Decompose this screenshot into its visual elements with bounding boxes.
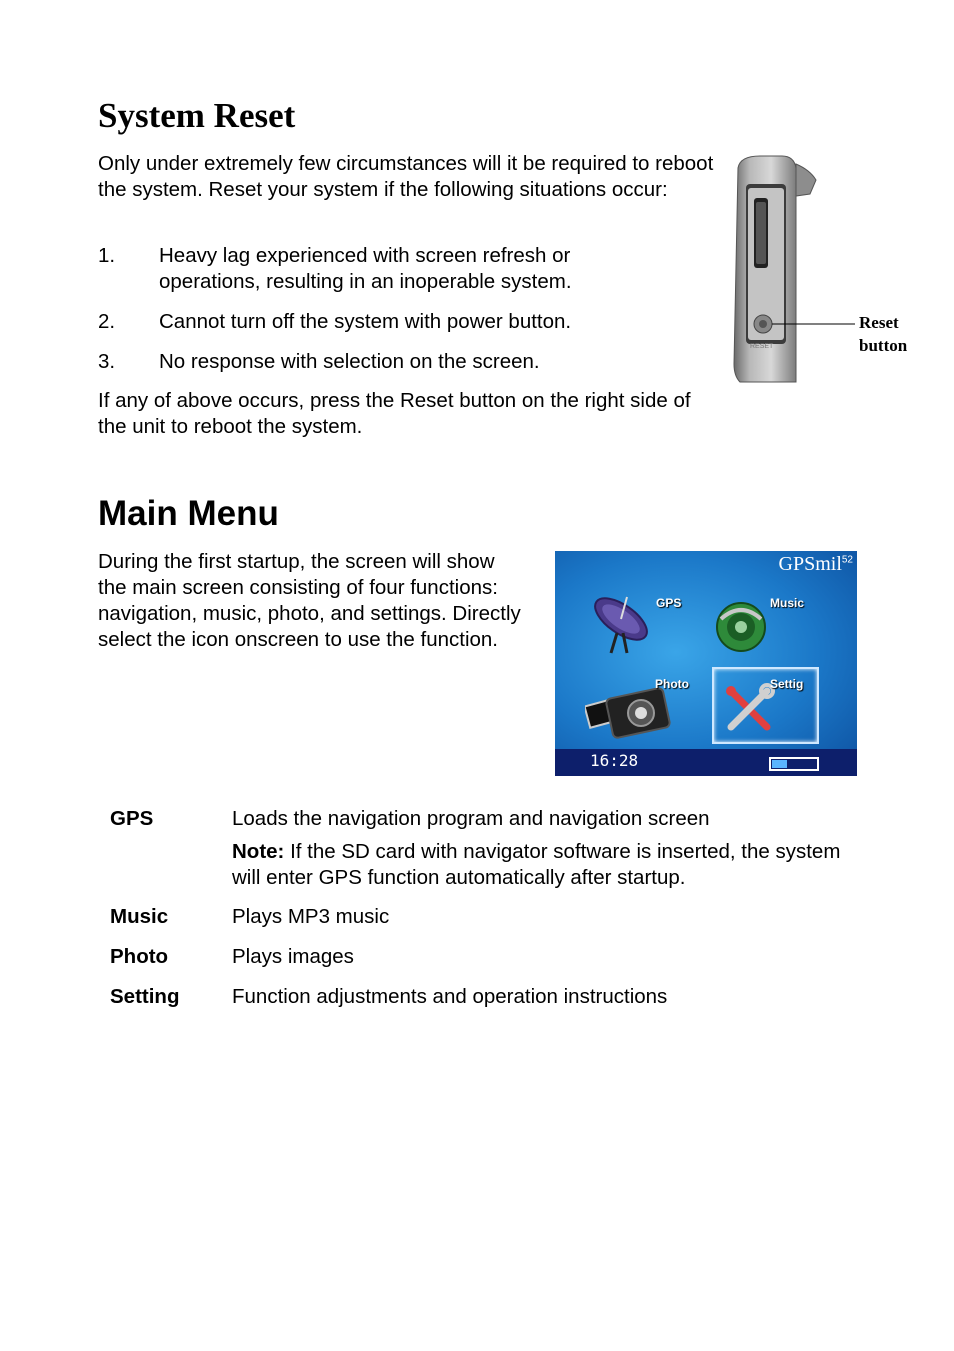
brand-text: GPSmil	[778, 553, 842, 575]
status-bar	[555, 749, 857, 776]
term-gps: GPS	[110, 807, 154, 830]
device-side-illustration	[730, 154, 855, 386]
def-gps: Loads the navigation program and navigation screen	[232, 807, 710, 830]
def-setting: Function adjustments and operation instructions	[232, 985, 668, 1008]
reset-button-callout	[859, 311, 907, 357]
def-music: Plays MP3 music	[232, 905, 390, 928]
list-number: 1.	[98, 244, 116, 267]
note-label: Note:	[232, 840, 285, 863]
battery-indicator	[769, 757, 819, 771]
satellite-dish-icon[interactable]	[587, 589, 657, 659]
clock: 16:28	[590, 751, 639, 770]
term-setting: Setting	[110, 985, 180, 1008]
main-menu-screenshot	[555, 551, 857, 776]
reset-outro: If any of above occurs, press the Reset button on the right side of the unit to reboot the system.	[98, 389, 691, 438]
menu-intro: During the first startup, the screen will show the main screen consisting of four functions: navigation, music, photo, and settings. Directly select the icon onscreen to use the function.	[98, 550, 521, 651]
brand-logo	[779, 553, 853, 576]
music-disc-icon[interactable]	[715, 597, 771, 653]
term-music: Music	[110, 905, 169, 928]
list-number: 3.	[98, 350, 116, 373]
section-title-system-reset: System Reset	[98, 96, 296, 135]
callout-line: button	[859, 336, 908, 355]
note-text: If the SD card with navigator software is inserted, the system will enter GPS function automatically after startup.	[232, 840, 841, 889]
battery-level-fill	[772, 760, 787, 768]
def-photo: Plays images	[232, 945, 354, 968]
setting-label[interactable]: Settig	[770, 677, 804, 691]
list-number: 2.	[98, 310, 116, 333]
term-photo: Photo	[110, 945, 169, 968]
callout-line: Reset	[859, 313, 899, 332]
list-item: No response with selection on the screen.	[159, 350, 540, 373]
section-title-main-menu: Main Menu	[98, 494, 279, 533]
gps-note	[232, 839, 842, 891]
music-label[interactable]: Music	[770, 596, 805, 610]
list-item: Cannot turn off the system with power button.	[159, 310, 572, 333]
device-side-figure	[730, 154, 855, 386]
reset-intro: Only under extremely few circumstances will it be required to reboot the system. Reset your system if the following situations occur:	[98, 152, 714, 201]
svg-text:RESET: RESET	[750, 343, 774, 350]
list-item: Heavy lag experienced with screen refresh or operations, resulting in an inoperable system.	[159, 244, 572, 293]
brand-version: 52	[841, 554, 853, 566]
photo-label[interactable]: Photo	[655, 677, 689, 691]
gps-label[interactable]: GPS	[656, 596, 682, 610]
